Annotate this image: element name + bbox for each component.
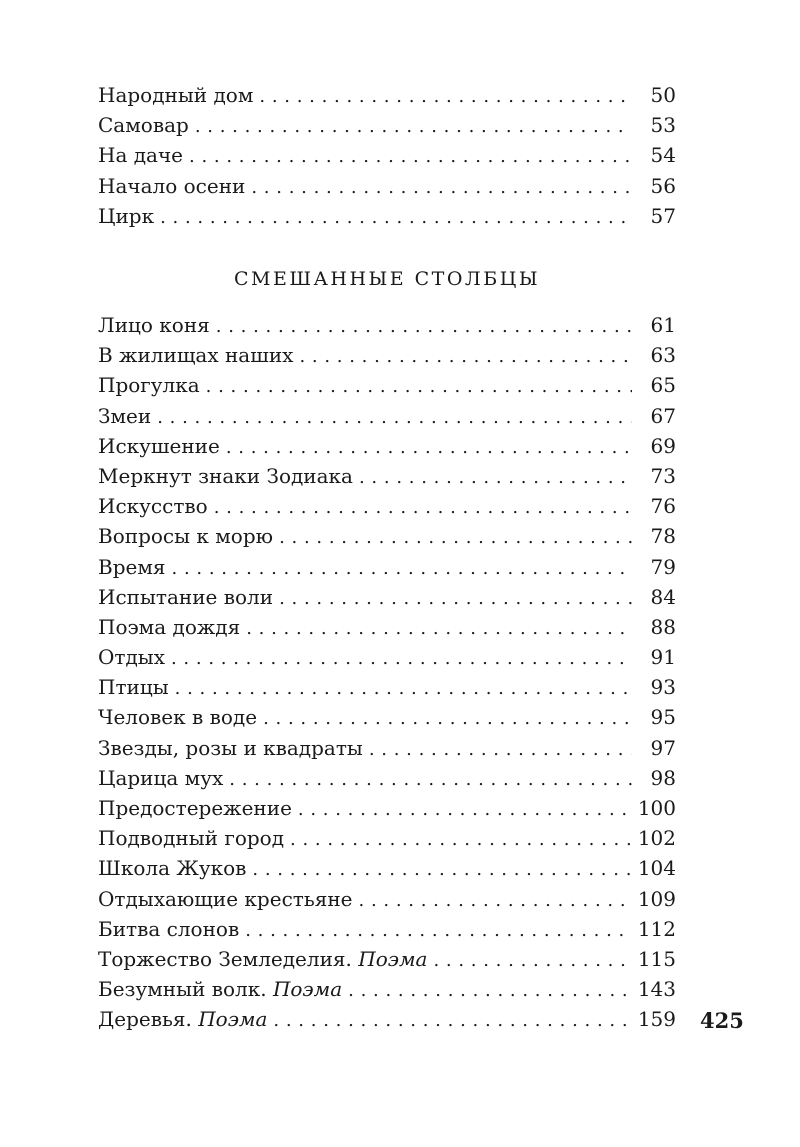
dot-leader xyxy=(226,433,632,463)
toc-entry-title xyxy=(98,431,220,461)
toc-entry xyxy=(98,80,676,110)
toc-entry xyxy=(98,201,676,231)
toc-entry-page: 143 xyxy=(637,977,676,1002)
toc-entry xyxy=(98,401,676,431)
dot-leader xyxy=(290,825,630,855)
dot-leader xyxy=(348,976,630,1006)
toc-entry xyxy=(98,1004,676,1034)
toc-entry-title xyxy=(98,1004,267,1034)
toc-entry-title-text: В жилищах наших xyxy=(98,343,294,368)
toc-entry-genre: Поэма xyxy=(358,946,428,971)
toc-entry-title xyxy=(98,582,273,612)
toc-entry-title-text: Школа Жуков xyxy=(98,856,247,881)
toc-entry-title xyxy=(98,521,273,551)
dot-leader xyxy=(189,142,632,172)
toc-entry xyxy=(98,582,676,612)
dot-leader xyxy=(273,1006,629,1036)
toc-entry-title xyxy=(98,702,257,732)
toc-entry xyxy=(98,491,676,521)
toc-entry-page: 78 xyxy=(650,524,676,549)
toc-entry xyxy=(98,884,676,914)
toc-entry-title-text: Торжество Земледелия. xyxy=(98,946,352,971)
toc-entry-title-text: Лицо коня xyxy=(98,313,210,337)
toc-entry-title-text: На даче xyxy=(98,143,184,168)
toc-entry-title xyxy=(98,461,353,491)
toc-entry xyxy=(98,823,676,853)
dot-leader xyxy=(279,584,632,614)
toc-entry-page: 97 xyxy=(650,735,676,760)
toc-entry-title xyxy=(98,914,239,944)
dot-leader xyxy=(279,523,632,553)
toc-list-continued xyxy=(98,80,676,231)
toc-entry-title-text: Отдыхающие крестьяне xyxy=(98,886,353,911)
toc-entry-page: 88 xyxy=(650,614,676,639)
toc-entry-page: 95 xyxy=(650,705,676,730)
toc-entry-page: 112 xyxy=(637,916,676,941)
toc-entry-page: 50 xyxy=(650,83,676,107)
toc-entry-title xyxy=(98,171,245,201)
toc-entry-title xyxy=(98,974,342,1004)
toc-entry-title xyxy=(98,201,154,231)
toc-entry-title xyxy=(98,672,169,702)
toc-entry-title-text: Звезды, розы и квадраты xyxy=(98,735,363,760)
dot-leader xyxy=(245,916,630,946)
toc-entry-page: 69 xyxy=(650,433,676,458)
toc-entry-title-text: Меркнут знаки Зодиака xyxy=(98,463,353,488)
dot-leader xyxy=(259,82,632,112)
toc-entry xyxy=(98,461,676,491)
dot-leader xyxy=(359,886,630,916)
toc-entry xyxy=(98,340,676,370)
toc-entry-title-text: Царица мух xyxy=(98,765,224,790)
toc-entry-title-text: Начало осени xyxy=(98,173,246,198)
toc-entry xyxy=(98,612,676,642)
toc-entry-title-text: Человек в воде xyxy=(98,705,258,730)
toc-entry-title-text: Поэма дождя xyxy=(98,614,241,639)
toc-entry-title-text: Птицы xyxy=(98,675,169,700)
toc-entry xyxy=(98,140,676,170)
toc-entry-title xyxy=(98,110,189,140)
toc-entry-title-text: Деревья. xyxy=(98,1007,192,1032)
toc-entry-page: 93 xyxy=(650,675,676,700)
toc-entry-title xyxy=(98,853,246,883)
dot-leader xyxy=(160,203,632,233)
toc-entry-genre: Поэма xyxy=(198,1007,268,1032)
toc-entry-genre: Поэма xyxy=(272,977,343,1002)
toc-entry-title-text: Безумный волк. xyxy=(98,977,267,1002)
dot-leader xyxy=(206,372,632,402)
toc-entry-page: 104 xyxy=(637,856,676,881)
toc-entry xyxy=(98,672,676,702)
toc-entry-title xyxy=(98,884,353,914)
toc-entry-page: 98 xyxy=(650,765,676,790)
dot-leader xyxy=(251,173,632,203)
toc-entry xyxy=(98,431,676,461)
toc-entry-page: 56 xyxy=(650,173,676,198)
toc-entry xyxy=(98,110,676,140)
toc-entry-title xyxy=(98,140,183,170)
toc-entry-title xyxy=(98,310,210,340)
toc-entry-title-text: Цирк xyxy=(98,203,155,228)
dot-leader xyxy=(299,342,632,372)
toc-entry-page: 54 xyxy=(650,143,676,168)
toc-entry xyxy=(98,370,676,400)
toc-entry xyxy=(98,310,676,340)
dot-leader xyxy=(157,403,632,433)
toc-entry-page: 100 xyxy=(637,796,676,820)
toc-entry-page: 79 xyxy=(650,554,676,579)
dot-leader xyxy=(172,554,632,584)
toc-entry-page: 115 xyxy=(637,946,676,971)
toc-entry xyxy=(98,974,676,1004)
toc-entry-title-text: Искусство xyxy=(98,494,208,519)
page-number: 425 xyxy=(700,1008,744,1033)
toc-entry-title-text: Народный дом xyxy=(98,83,254,107)
dot-leader xyxy=(263,704,632,734)
toc-entry-page: 73 xyxy=(650,463,676,488)
toc-entry-title-text: Самовар xyxy=(98,113,189,138)
toc-entry xyxy=(98,552,676,582)
section-heading: СМЕШАННЫЕ СТОЛБЦЫ xyxy=(233,268,541,290)
toc-entry-title xyxy=(98,823,284,853)
dot-leader xyxy=(195,112,632,142)
dot-leader xyxy=(216,312,632,342)
toc-entry-page: 102 xyxy=(637,826,676,851)
toc-entry-title xyxy=(98,80,253,110)
toc-entry-title-text: Прогулка xyxy=(98,373,200,398)
toc-entry-title xyxy=(98,944,427,974)
toc-entry-title-text: Отдых xyxy=(98,645,165,670)
toc-entry-title xyxy=(98,552,166,582)
toc-entry-page: 109 xyxy=(637,886,676,911)
toc-entry xyxy=(98,702,676,732)
toc-entry-page: 65 xyxy=(650,373,676,398)
toc-entry xyxy=(98,914,676,944)
toc-entry-title xyxy=(98,763,223,793)
toc-entry-title-text: Змеи xyxy=(98,403,152,428)
toc-entry-title xyxy=(98,401,151,431)
toc-entry-page: 91 xyxy=(650,645,676,670)
toc-entry-title-text: Время xyxy=(98,554,166,579)
toc-entry-title xyxy=(98,491,208,521)
toc-entry-title-text: Искушение xyxy=(98,433,220,458)
toc-entry-title xyxy=(98,612,240,642)
dot-leader xyxy=(252,855,629,885)
dot-leader xyxy=(433,946,629,976)
toc-entry-title-text: Предостережение xyxy=(98,796,292,820)
dot-leader xyxy=(369,735,632,765)
toc-entry-title xyxy=(98,340,293,370)
toc-entry xyxy=(98,642,676,672)
dot-leader xyxy=(359,463,632,493)
toc-entry-page: 57 xyxy=(650,203,676,228)
toc-entry-title-text: Испытание воли xyxy=(98,584,274,609)
toc-entry xyxy=(98,521,676,551)
toc-entry-title-text: Подводный город xyxy=(98,826,285,851)
dot-leader xyxy=(298,795,630,825)
toc-entry xyxy=(98,793,676,823)
toc-entry-page: 61 xyxy=(650,313,676,337)
toc-entry-page: 159 xyxy=(637,1007,676,1032)
dot-leader xyxy=(214,493,632,523)
toc-entry-page: 63 xyxy=(650,343,676,368)
toc-entry-title-text: Вопросы к морю xyxy=(98,524,274,549)
toc-entry-page: 76 xyxy=(650,494,676,519)
toc-list-section xyxy=(98,310,676,1035)
toc-entry-page: 53 xyxy=(650,113,676,138)
toc-entry-title xyxy=(98,733,363,763)
toc-entry-page: 67 xyxy=(650,403,676,428)
dot-leader xyxy=(229,765,632,795)
dot-leader xyxy=(246,614,632,644)
toc-entry xyxy=(98,763,676,793)
dot-leader xyxy=(171,644,632,674)
toc-entry xyxy=(98,944,676,974)
toc-entry xyxy=(98,733,676,763)
toc-entry-title xyxy=(98,370,200,400)
toc-entry-title xyxy=(98,793,292,823)
toc-entry-title-text: Битва слонов xyxy=(98,916,240,941)
toc-entry xyxy=(98,853,676,883)
toc-entry-page: 84 xyxy=(650,584,676,609)
dot-leader xyxy=(175,674,632,704)
toc-entry xyxy=(98,171,676,201)
toc-entry-title xyxy=(98,642,165,672)
